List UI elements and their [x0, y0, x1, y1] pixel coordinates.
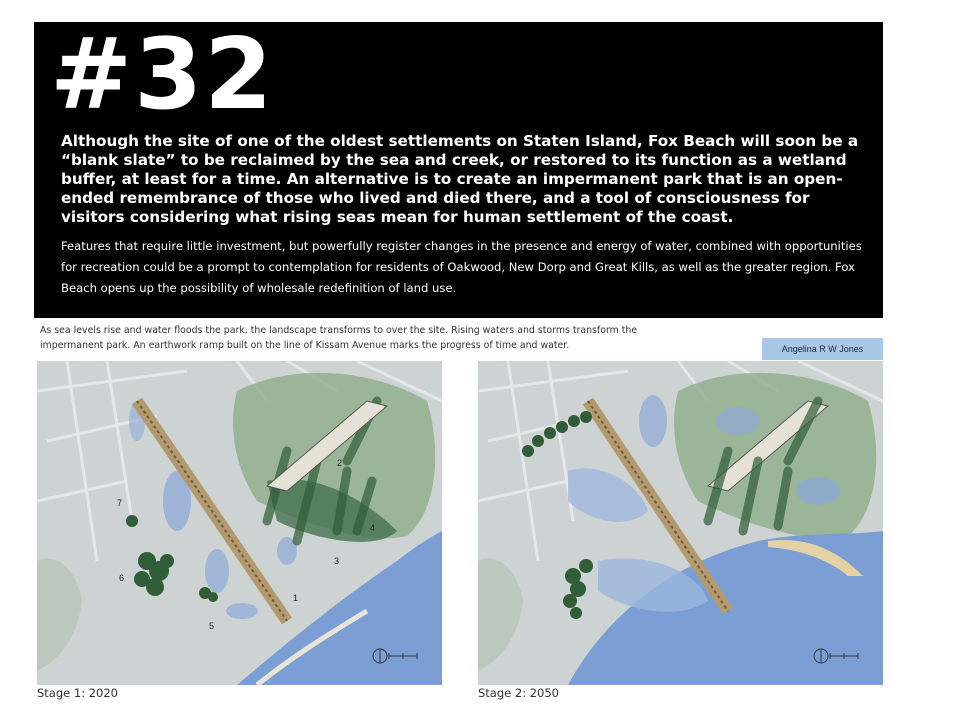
author-badge: Angelina R W Jones [762, 338, 883, 360]
stage-2-label: Stage 2: 2050 [478, 686, 559, 700]
stage-1-label: Stage 1: 2020 [37, 686, 118, 700]
feature-number-1: 1 [293, 593, 299, 603]
feature-number-5: 5 [209, 621, 215, 631]
feature-number-7: 7 [117, 498, 123, 508]
feature-number-3: 3 [334, 556, 340, 566]
stage-1-map [37, 361, 442, 685]
intro-panel [34, 18, 883, 318]
page-number-title: #32 [50, 18, 275, 132]
map-caption: As sea levels rise and water floods the park, the landscape transforms to over the site. Rising waters and storms transform the impermanent park. An earthwork ramp built on the line of Kissam Avenue marks the progress of time and water. [40, 325, 638, 351]
feature-number-6: 6 [119, 573, 125, 583]
stage-1-map-drawing [37, 361, 442, 685]
body-paragraph: Features that require little investment, but powerfully register changes in the presence and energy of water, combined with opportunities for recreation could be a prompt to contemplation for residents of Oakwood, New Dorp and Great Kills, as well as the greater region. Fox Beach opens up the possibility of wholesale redefinition of land use. [61, 239, 862, 295]
stage-2-map-drawing [478, 361, 883, 685]
lead-paragraph: Although the site of one of the oldest settlements on Staten Island, Fox Beach will soon be a “blank slate” to be reclaimed by the sea and creek, or restored to its function as a wetland buffer, at least for a time. An alternative is to create an impermanent park that is an open-ended remembrance of those who lived and died there, and a tool of consciousness for visitors considering what rising seas mean for human settlement of the coast. [61, 132, 859, 226]
feature-number-2: 2 [337, 458, 343, 468]
feature-number-4: 4 [370, 523, 376, 533]
stage-2-map [478, 361, 883, 685]
